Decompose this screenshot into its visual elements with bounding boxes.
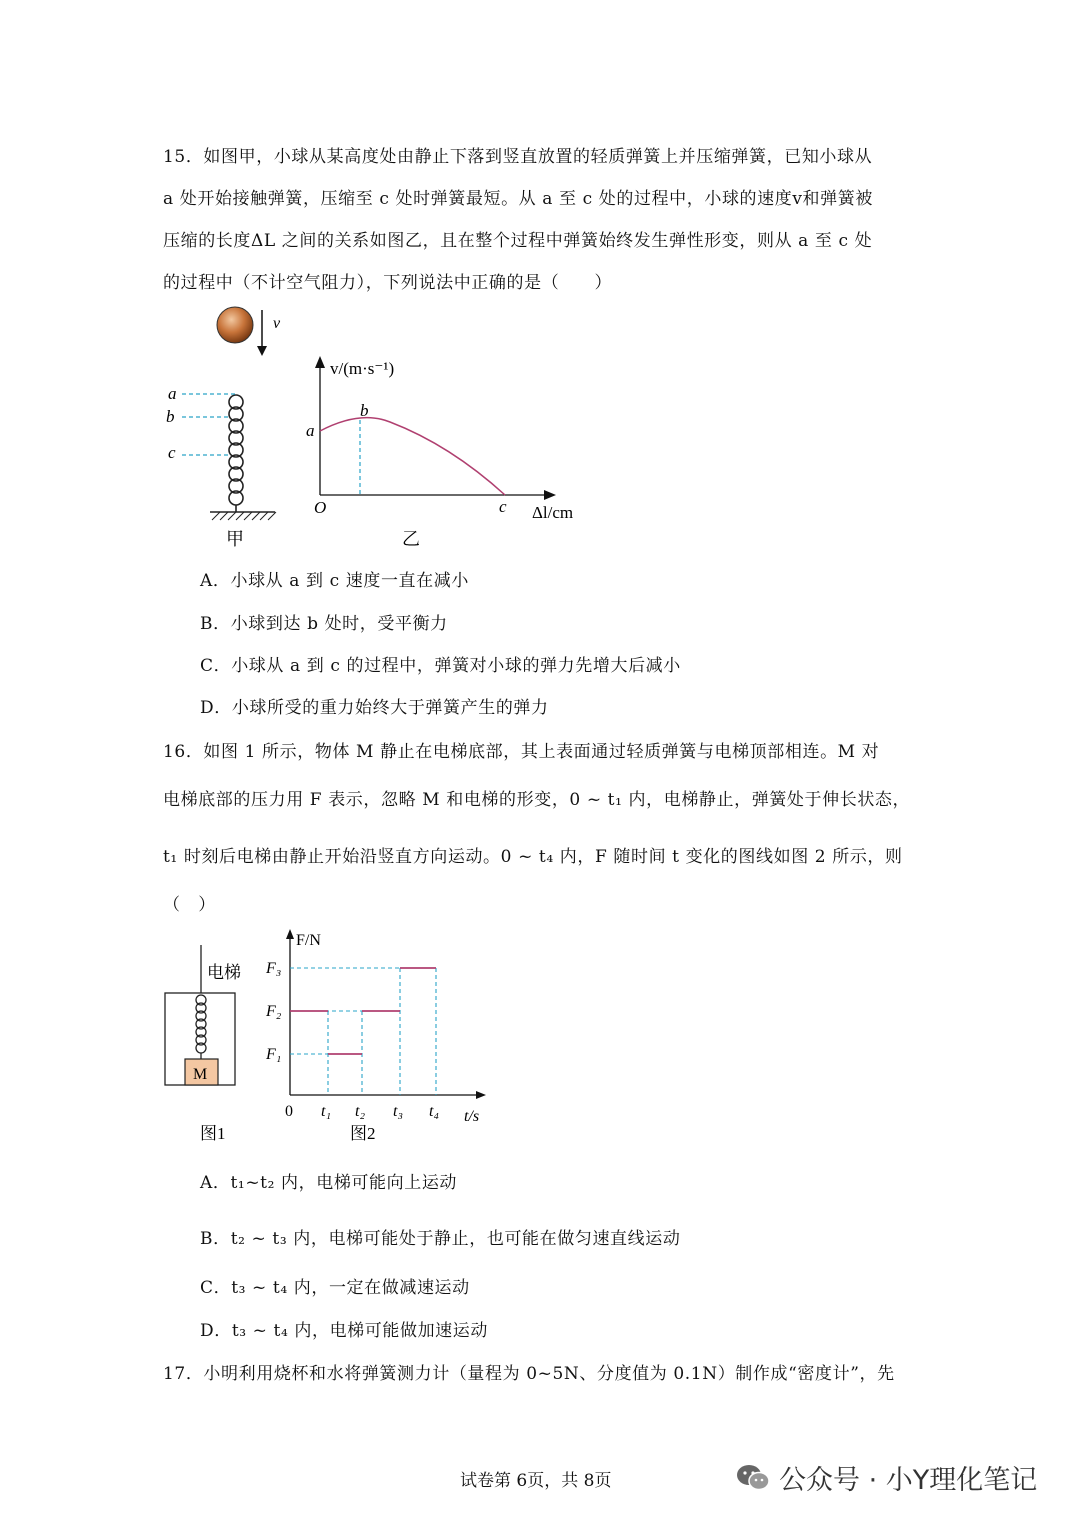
level-a: a bbox=[168, 384, 177, 403]
q16-option-b[interactable]: B．t₂ ~ t₃ 内，电梯可能处于静止，也可能在做匀速直线运动 bbox=[200, 1229, 681, 1249]
ground-hatch bbox=[212, 512, 276, 520]
velocity-arrow-head bbox=[257, 346, 267, 356]
level-b: b bbox=[166, 407, 175, 426]
q16-option-a[interactable]: A．t₁~t₂ 内，电梯可能向上运动 bbox=[200, 1173, 458, 1193]
f-axis-label: F/N bbox=[296, 932, 321, 949]
velocity-curve bbox=[320, 418, 505, 495]
caption-yi: 乙 bbox=[402, 529, 420, 549]
velocity-label: v bbox=[273, 315, 281, 332]
elevator-spring bbox=[196, 995, 206, 1059]
level-lines bbox=[182, 394, 236, 455]
guide-lines bbox=[290, 968, 436, 1095]
q15-option-a[interactable]: A．小球从 a 到 c 速度一直在减小 bbox=[200, 571, 469, 591]
elevator-label: 电梯 bbox=[207, 963, 241, 982]
point-b-label: b bbox=[360, 401, 369, 420]
ball bbox=[217, 307, 253, 343]
q15-line-3: 压缩的长度ΔL 之间的关系如图乙，且在整个过程中弹簧始终发生弹性形变，则从 a 至 c 处 bbox=[163, 231, 873, 251]
q15-line-2: a 处开始接触弹簧，压缩至 c 处时弹簧最短。从 a 至 c 处的过程中，小球的速度v和弹簧被 bbox=[163, 189, 873, 209]
spring bbox=[229, 395, 243, 512]
origin-label: O bbox=[314, 498, 327, 517]
x-axis-label: Δl/cm bbox=[532, 503, 574, 522]
caption-fig2: 图2 bbox=[350, 1124, 376, 1143]
q16-option-c[interactable]: C．t₃ ~ t₄ 内，一定在做减速运动 bbox=[200, 1278, 470, 1298]
x-axis-arrow bbox=[544, 490, 556, 500]
y-axis-arrow bbox=[315, 356, 325, 368]
q16-line-4: （ ） bbox=[163, 895, 216, 915]
watermark bbox=[735, 1458, 1037, 1497]
q15-line-4: 的过程中（不计空气阻力），下列说法中正确的是（ ） bbox=[163, 273, 613, 293]
t-axis-arrow bbox=[476, 1091, 486, 1099]
tick-t2: t₂ bbox=[355, 1103, 366, 1120]
level-c: c bbox=[168, 443, 176, 462]
figure-yi bbox=[300, 350, 600, 550]
block-m-label: M bbox=[193, 1066, 208, 1083]
q16-line-2: 电梯底部的压力用 F 表示，忽略 M 和电梯的形变，0 ~ t₁ 内，电梯静止，弹簧处于伸长状态， bbox=[163, 790, 911, 810]
tick-t4: t₄ bbox=[429, 1103, 440, 1120]
f-segments bbox=[290, 968, 436, 1054]
q16-line-1: 16．如图 1 所示，物体 M 静止在电梯底部，其上表面通过轻质弹簧与电梯顶部相连。M 对 bbox=[163, 742, 880, 762]
watermark-text: 公众号 · 小Y理化笔记 bbox=[779, 1465, 1038, 1496]
tick-f2: F₂ bbox=[266, 1003, 282, 1020]
figure-jia bbox=[160, 300, 290, 550]
figure-1 bbox=[160, 940, 270, 1150]
tick-t3: t₃ bbox=[393, 1103, 404, 1120]
t-axis-label: t/s bbox=[464, 1108, 480, 1125]
q15-option-b[interactable]: B．小球到达 b 处时，受平衡力 bbox=[200, 614, 448, 634]
tick-f3: F₃ bbox=[266, 960, 282, 977]
point-a-label: a bbox=[306, 421, 315, 440]
tick-f1: F₁ bbox=[266, 1046, 282, 1063]
q15-option-c[interactable]: C．小球从 a 到 c 的过程中，弹簧对小球的弹力先增大后减小 bbox=[200, 656, 681, 676]
y-axis-label: v/(m·s⁻¹) bbox=[330, 359, 395, 378]
f-axis-arrow bbox=[286, 929, 294, 939]
caption-jia: 甲 bbox=[226, 529, 244, 549]
q16-option-d[interactable]: D．t₃ ~ t₄ 内，电梯可能做加速运动 bbox=[200, 1321, 488, 1341]
figure-2 bbox=[260, 925, 500, 1145]
wechat-icon bbox=[735, 1463, 771, 1493]
q16-line-3: t₁ 时刻后电梯由静止开始沿竖直方向运动。0 ~ t₄ 内，F 随时间 t 变化的图线如图 2 所示，则 bbox=[163, 847, 903, 867]
point-c-label: c bbox=[499, 497, 507, 516]
caption-fig1: 图1 bbox=[200, 1124, 226, 1143]
tick-t1: t₁ bbox=[321, 1103, 332, 1120]
q15-option-d[interactable]: D．小球所受的重力始终大于弹簧产生的弹力 bbox=[200, 698, 549, 718]
q15-line-1: 15．如图甲，小球从某高度处由静止下落到竖直放置的轻质弹簧上并压缩弹簧，已知小球从 bbox=[163, 147, 873, 167]
q17-line-1: 17．小明利用烧杯和水将弹簧测力计（量程为 0~5N、分度值为 0.1N）制作成“密度计”，先 bbox=[163, 1364, 895, 1384]
origin-0: 0 bbox=[285, 1103, 293, 1120]
page-footer: 试卷第 6页，共 8页 bbox=[460, 1471, 612, 1491]
